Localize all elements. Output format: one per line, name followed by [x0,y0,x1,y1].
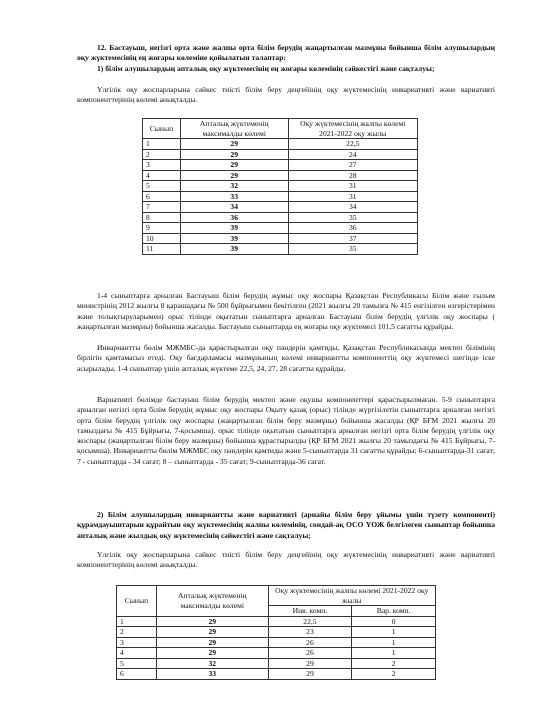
grade-cell: 3 [117,637,157,648]
section-2-text: Үлгілік оқу жоспарларына сәйкес тиісті білім беру деңгейінің оқу жүктемесінің инвариативті және вариативті компоненттерінің көлемі анықталды. [77,550,495,570]
total-load-cell: 28 [288,170,417,181]
variative-cell: 0 [352,616,436,627]
grade-cell: 11 [143,244,181,255]
table-row [143,202,418,213]
load-components-table [116,585,436,680]
max-load-cell: 29 [156,616,268,627]
grade-cell: 3 [143,160,181,171]
table-row [143,212,418,223]
max-load-cell: 39 [180,233,288,244]
table-row [117,616,436,627]
max-load-cell: 29 [180,170,288,181]
table-row [143,139,418,150]
table-row [143,244,418,255]
header-total-load: Оқу жүктемесінің жалпы көлемі 2021-2022 оқу жылы [288,119,417,139]
weekly-load-table-body [143,139,418,255]
variative-cell: 1 [352,637,436,648]
total-load-cell: 34 [288,202,417,213]
invariant-cell: 26 [268,648,352,659]
grade-cell: 5 [117,658,157,669]
grade-cell: 7 [143,202,181,213]
table-row [117,648,436,659]
table-row [143,223,418,234]
weekly-load-table [142,118,418,255]
total-load-cell: 36 [288,223,417,234]
max-load-cell: 39 [180,244,288,255]
invariant-cell: 26 [268,637,352,648]
paragraph-variative: Вариативті бөлімде бастауыш білім берудің мектеп және оқушы компоненттері қарастырылмаған. 5-9 сыныптарға арналған негізгі орта білім берудің жұмыс оқу жоспары Оқыту қазақ (орыс) тілінде жүргізілетін сыныптарға арналған негізгі орта білім берудің үлгілік оқу жоспары (жаңартылған білім беру мазмұны) бойынша жасалды (ҚР БҒМ 2021 жылғы 20 тамыздағы № 415 Бұйрығы, 7-қосымша). орыс тілінде оқытатын сыныптарға арналған негізгі орта білім берудің үлгілік оқу жоспары (жаңартылған білім беру мазмұны) бойынша құрастырылды (ҚР БҒМ 2021 жылғы 20 тамыздағы № 415 Бұйрығы, 7-қосымша). Инвариантты бөлім МЖМБС оқу пәндерін қамтиды және 5-сыныптарда 31 сағатты құрайды; 6-сыныптарда-31 сағат; 7 - сыныптарда - 34 сағат; 8 – сыныптарда - 35 сағат; 9-сыныптарда-36 сағат. [77,395,495,466]
invariant-cell: 22,5 [268,616,352,627]
max-load-cell: 29 [180,160,288,171]
table-row [117,669,436,680]
grade-cell: 9 [143,223,181,234]
variative-cell: 1 [352,627,436,638]
grade-cell: 4 [143,170,181,181]
max-load-cell: 29 [156,648,268,659]
grade-cell: 2 [117,627,157,638]
paragraph-invariant: Инвариантты бөлім МЖМБС-да қарастырылған оқу пәндерін қамтиды, Қазақстан Республикасында мектеп білімінің бірлігін қамтамасыз етеді. Оқу бағдарламасы мазмұнының көлемі инвариантты компоненттің оқу жүктемесі шегінде іске асырылады, 1-4 сыныптар үшін апталық жүктеме 22,5, 24, 27, 28 сағатты құрайды. [77,343,495,373]
max-load-cell: 29 [180,149,288,160]
table-row [143,191,418,202]
table-row [143,233,418,244]
max-load-cell: 33 [180,191,288,202]
variative-cell: 1 [352,648,436,659]
load-components-table-body [117,616,436,679]
total-load-cell: 22,5 [288,139,417,150]
total-load-cell: 27 [288,160,417,171]
grade-cell: 8 [143,212,181,223]
max-load-cell: 36 [180,212,288,223]
table-row [143,149,418,160]
grade-cell: 5 [143,181,181,192]
table-row [117,627,436,638]
paragraph-primary-plan: 1-4 сыныптарға арналған Бастауыш білім берудің жұмыс оқу жоспары Қазақстан Республикасы Білім және ғылым министрінің 2012 жылғы 8 қарашадағы № 500 бұйрығымен бекітілген (2021 жылғы 20 тамызға № 415 енгізілген өзгерістерімен және толықтыруларымен) орыс тілінде оқытатын сыныптарға арналған Бастауыш білім берудің үлгілік оқу жоспары ( жаңартылған мазмұны) бойынша жасалды. Бастауыш сыныптарда ең жоғары оқу жүктемесі 101,5 сағатты құрайды. [77,291,495,331]
header-invariant: Инв. комп. [268,606,352,617]
variative-cell: 2 [352,658,436,669]
section-12-heading: 12. Бастауыш, негізгі орта және жалпы орта білім берудің жаңартылған мазмұны бойынша білім алушылардың оқу жүктемесінің ең жоғары көлеміне қойылатын талаптар: [77,43,495,63]
table-header-row [117,586,436,606]
grade-cell: 1 [143,139,181,150]
header-max-load: Апталық жүктеменің максималды көлемі [156,586,268,617]
max-load-cell: 32 [180,181,288,192]
grade-cell: 6 [143,191,181,202]
header-grade: Сынып [143,119,181,139]
table-row [117,637,436,648]
table-header-row [143,119,418,139]
max-load-cell: 29 [180,139,288,150]
grade-cell: 2 [143,149,181,160]
header-grade: Сынып [117,586,157,617]
grade-cell: 1 [117,616,157,627]
variative-cell: 2 [352,669,436,680]
grade-cell: 4 [117,648,157,659]
max-load-cell: 32 [156,658,268,669]
header-total-load: Оқу жүктемесінің жалпы көлемі 2021-2022 оқу жылы [268,586,435,606]
max-load-cell: 34 [180,202,288,213]
total-load-cell: 31 [288,191,417,202]
total-load-cell: 35 [288,244,417,255]
invariant-cell: 23 [268,627,352,638]
total-load-cell: 24 [288,149,417,160]
table-row [143,170,418,181]
max-load-cell: 29 [156,627,268,638]
grade-cell: 10 [143,233,181,244]
header-variative: Вар. комп. [352,606,436,617]
table-row [143,181,418,192]
grade-cell: 6 [117,669,157,680]
max-load-cell: 39 [180,223,288,234]
invariant-cell: 29 [268,669,352,680]
section-2-heading: 2) Білім алушылардың инвариантты және вариативті (арнайы білім беру ұйымы үшін түзету компоненті) құрамдауыштарын құрайтын оқу жүктемесінің жалпы көлемінің, сондай-ақ ОСО ҮОЖ белгілеген сыныптар бойынша апталық және жылдық оқу жүктемесінің сәйкестігі және сақталуы; [77,510,495,540]
total-load-cell: 35 [288,212,417,223]
subsection-1-heading: 1) білім алушылардың апталық оқу жүктемесінің ең жоғары көлемінің сәйкестігі және сақталуы; [97,64,435,73]
subsection-1-text: Үлгілік оқу жоспарларына сәйкес тиісті білім беру деңгейінің оқу жүктемесінің инвариативті және вариативті компоненттерінің көлемі анықталды. [77,85,495,105]
total-load-cell: 31 [288,181,417,192]
header-max-load: Апталық жүктеменің максималды көлемі [180,119,288,139]
table-row [143,160,418,171]
table-row [117,658,436,669]
invariant-cell: 29 [268,658,352,669]
max-load-cell: 33 [156,669,268,680]
total-load-cell: 37 [288,233,417,244]
max-load-cell: 29 [156,637,268,648]
